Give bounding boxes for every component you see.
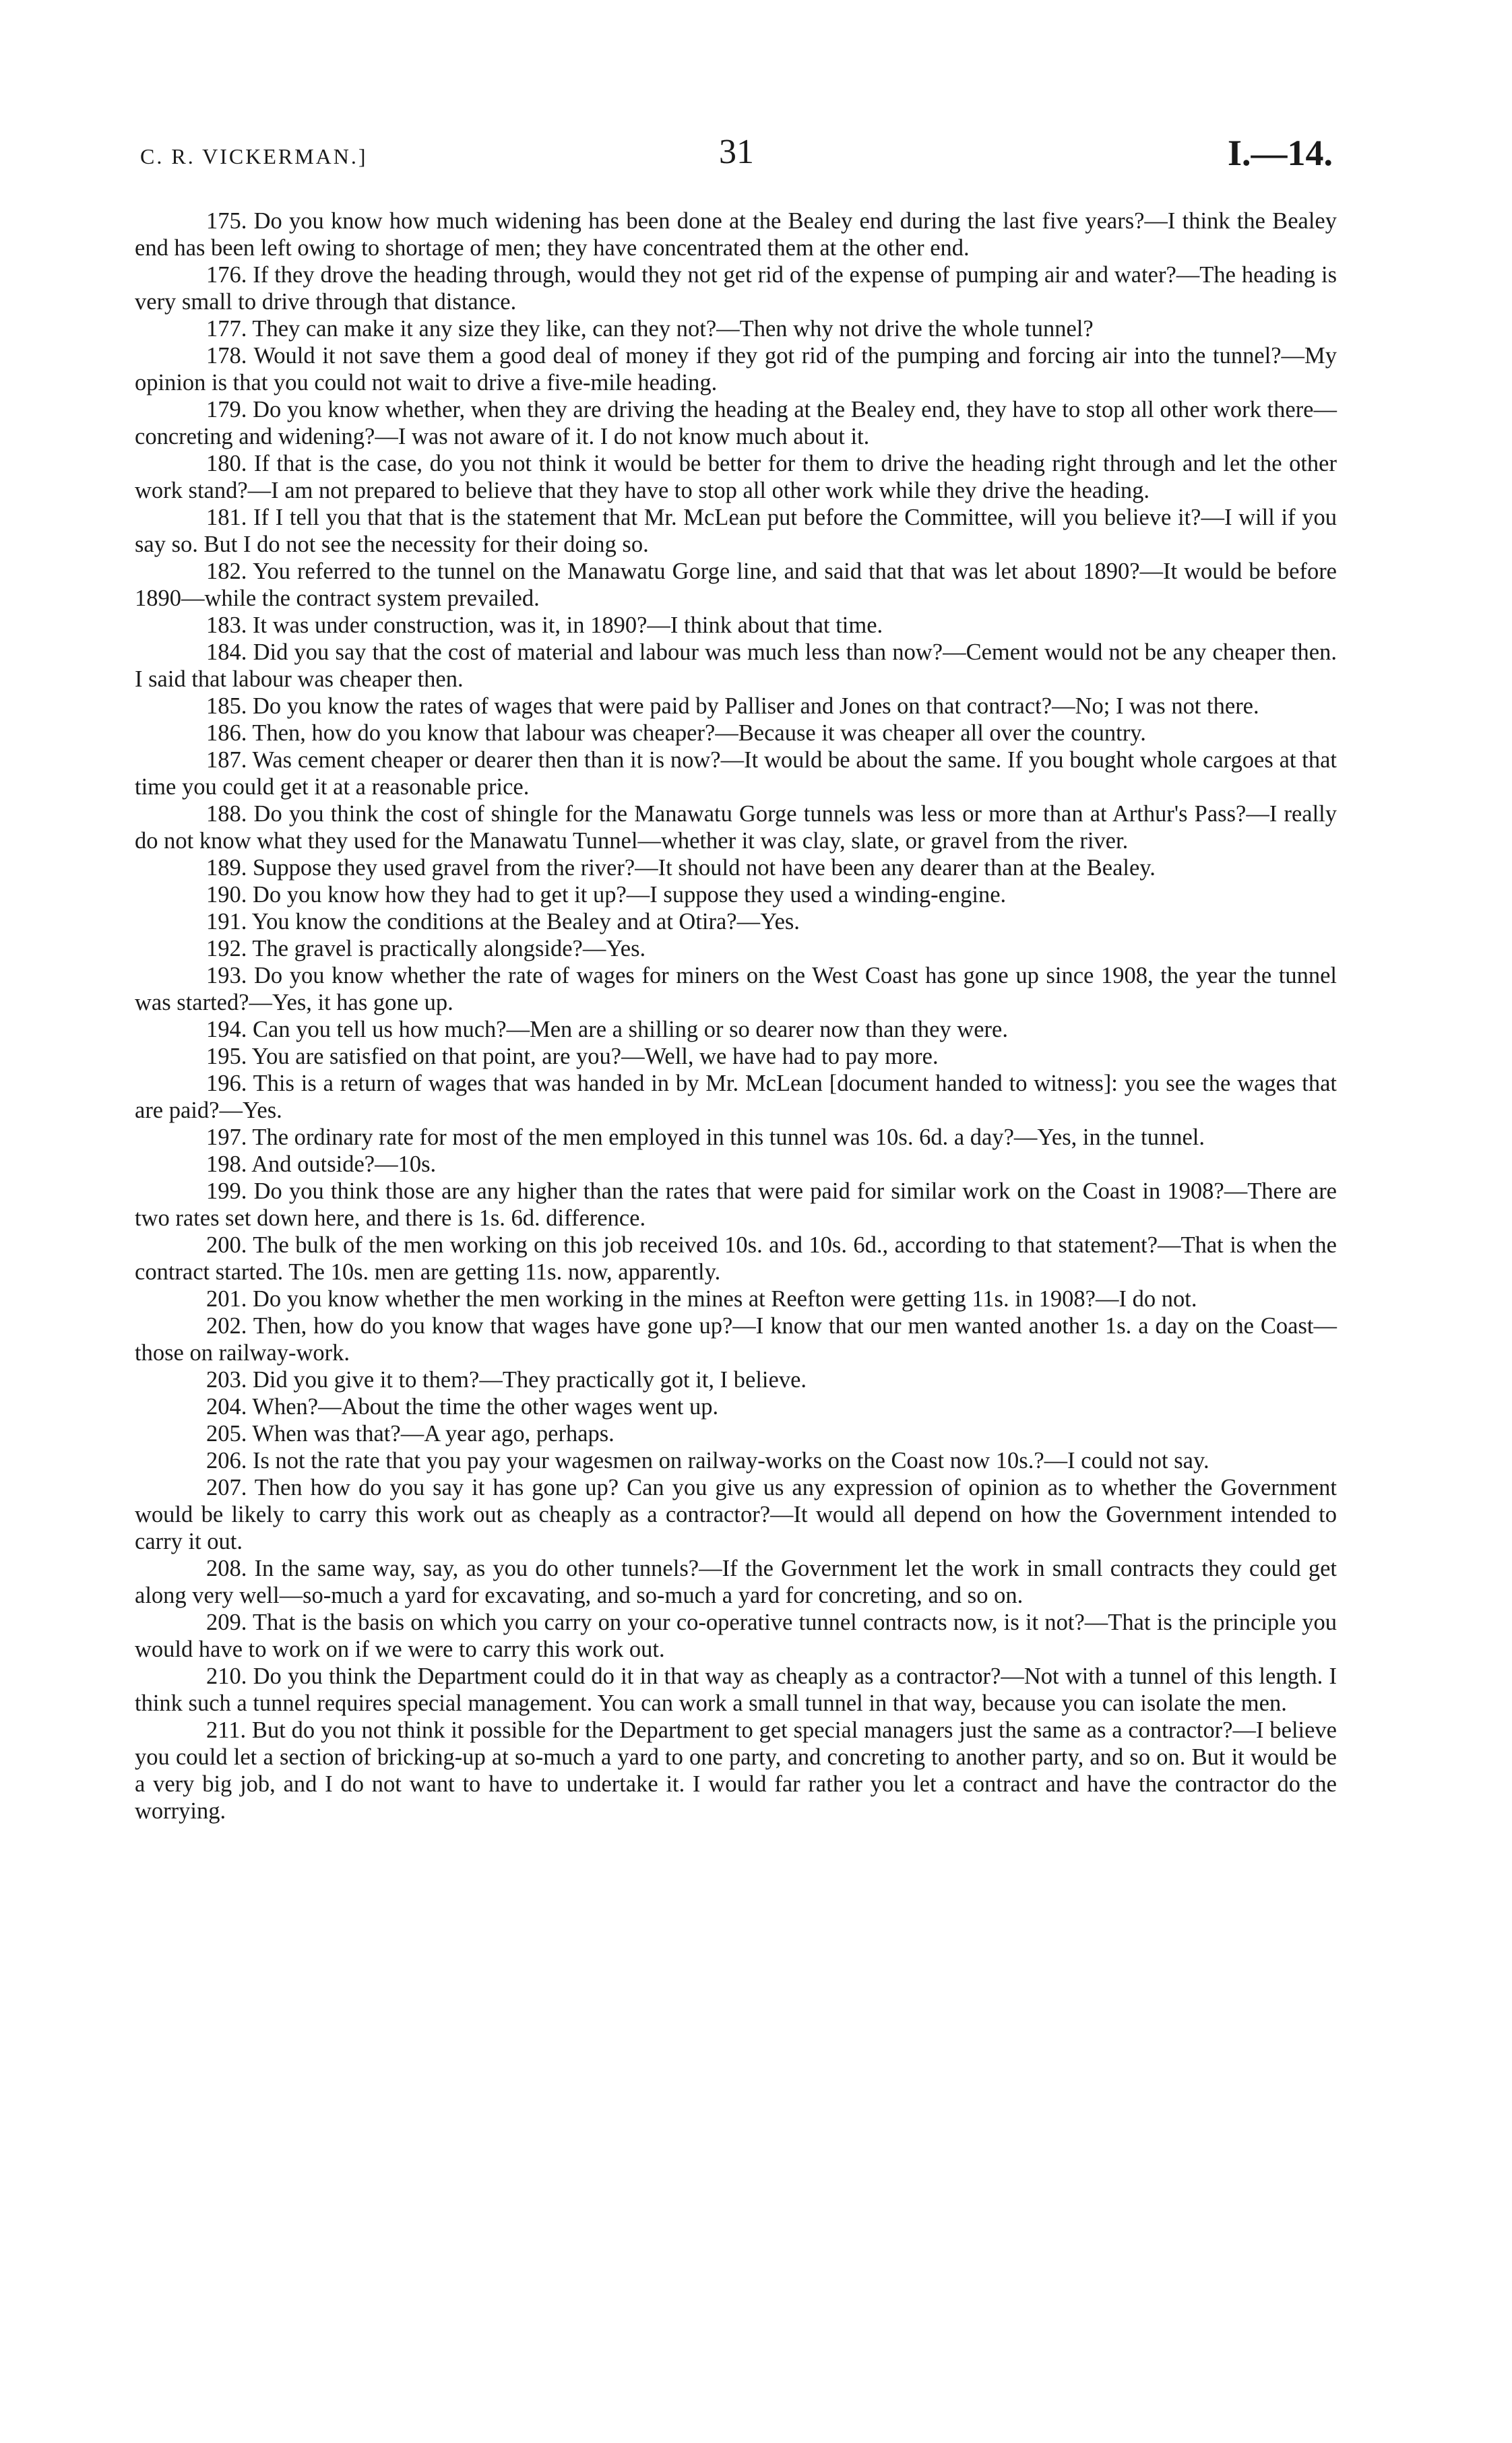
question-181: 181. If I tell you that that is the statement that Mr. McLean put before the Committee, will you believe it?—I will if you say so. But I do not see the necessity for their doing so. <box>135 505 1337 557</box>
page-number: 31 <box>719 133 754 171</box>
question-177: 177. They can make it any size they like, can they not?—Then why not drive the whole tunnel? <box>206 316 1094 342</box>
evidence-text <box>135 208 1337 1825</box>
question-180: 180. If that is the case, do you not think it would be better for them to drive the heading right through and let the other work stand?—I am not prepared to believe that they have to stop all other work while they drive the heading. <box>135 451 1337 503</box>
question-210: 210. Do you think the Department could do it in that way as cheaply as a contractor?—Not with a tunnel of this length. I think such a tunnel requires special management. You can work a small tunnel in that way, because you can isolate the men. <box>135 1663 1337 1716</box>
question-190: 190. Do you know how they had to get it up?—I suppose they used a winding-engine. <box>206 882 1007 908</box>
question-189: 189. Suppose they used gravel from the river?—It should not have been any dearer than at the Bealey. <box>206 855 1156 881</box>
question-184: 184. Did you say that the cost of material and labour was much less than now?—Cement would not be any cheaper then. I said that labour was cheaper then. <box>135 639 1337 692</box>
question-178: 178. Would it not save them a good deal of money if they got rid of the pumping and forcing air into the tunnel?—My opinion is that you could not wait to drive a five-mile heading. <box>135 343 1337 395</box>
question-191: 191. You know the conditions at the Bealey and at Otira?—Yes. <box>206 909 800 934</box>
witness-name: C. R. VICKERMAN.] <box>140 144 368 168</box>
question-207: 207. Then how do you say it has gone up? Can you give us any expression of opinion as to whether the Government would be likely to carry this work out as cheaply as a contractor?—It would all depend on how the Government intended to carry it out. <box>135 1475 1337 1554</box>
page-header <box>140 132 1333 186</box>
question-175: 175. Do you know how much widening has been done at the Bealey end during the last five years?—I think the Bealey end has been left owing to shortage of men; they have concentrated them at the other end. <box>135 208 1337 261</box>
question-182: 182. You referred to the tunnel on the Manawatu Gorge line, and said that that was let about 1890?—It would be before 1890—while the contract system prevailed. <box>135 559 1337 611</box>
question-211: 211. But do you not think it possible for the Department to get special managers just the same as a contractor?—I believe you could let a section of bricking-up at so-much a yard to one party, and concreting to another party, and so on. But it would be a very big job, and I do not want to have to undertake it. I would far rather you let a contract and have the contractor do the worrying. <box>135 1717 1337 1824</box>
question-201: 201. Do you know whether the men working in the mines at Reefton were getting 11s. in 1908?—I do not. <box>206 1286 1197 1312</box>
question-208: 208. In the same way, say, as you do other tunnels?—If the Government let the work in small contracts they could get along very well—so-much a yard for excavating, and so-much a yard for concreting, and so on. <box>135 1556 1337 1608</box>
question-185: 185. Do you know the rates of wages that were paid by Palliser and Jones on that contract?—No; I was not there. <box>206 693 1259 719</box>
question-179: 179. Do you know whether, when they are driving the heading at the Bealey end, they have to stop all other work there—concreting and widening?—I was not aware of it. I do not know much about it. <box>135 397 1337 449</box>
question-183: 183. It was under construction, was it, in 1890?—I think about that time. <box>206 612 883 638</box>
question-205: 205. When was that?—A year ago, perhaps. <box>206 1421 615 1447</box>
question-195: 195. You are satisfied on that point, are you?—Well, we have had to pay more. <box>206 1044 939 1069</box>
question-200: 200. The bulk of the men working on this job received 10s. and 10s. 6d., according to that statement?—That is when the contract started. The 10s. men are getting 11s. now, apparently. <box>135 1232 1337 1285</box>
question-204: 204. When?—About the time the other wages went up. <box>206 1394 719 1420</box>
question-209: 209. That is the basis on which you carry on your co-operative tunnel contracts now, is it not?—That is the principle you would have to work on if we were to carry this work out. <box>135 1610 1337 1662</box>
question-193: 193. Do you know whether the rate of wages for miners on the West Coast has gone up since 1908, the year the tunnel was started?—Yes, it has gone up. <box>135 963 1337 1015</box>
question-198: 198. And outside?—10s. <box>206 1151 437 1177</box>
question-176: 176. If they drove the heading through, would they not get rid of the expense of pumping air and water?—The heading is very small to drive through that distance. <box>135 262 1337 315</box>
question-188: 188. Do you think the cost of shingle for the Manawatu Gorge tunnels was less or more than at Arthur's Pass?—I really do not know what they used for the Manawatu Tunnel—whether it was clay, slate, or gravel from the river. <box>135 801 1337 854</box>
question-187: 187. Was cement cheaper or dearer then than it is now?—It would be about the same. If you bought whole cargoes at that time you could get it at a reasonable price. <box>135 747 1337 800</box>
question-203: 203. Did you give it to them?—They practically got it, I believe. <box>206 1367 807 1393</box>
question-192: 192. The gravel is practically alongside?—Yes. <box>206 936 646 961</box>
question-186: 186. Then, how do you know that labour was cheaper?—Because it was cheaper all over the country. <box>206 720 1146 746</box>
question-197: 197. The ordinary rate for most of the men employed in this tunnel was 10s. 6d. a day?—Yes, in the tunnel. <box>206 1124 1205 1150</box>
question-202: 202. Then, how do you know that wages have gone up?—I know that our men wanted another 1s. a day on the Coast—those on railway-work. <box>135 1313 1337 1366</box>
question-199: 199. Do you think those are any higher than the rates that were paid for similar work on the Coast in 1908?—There are two rates set down here, and there is 1s. 6d. difference. <box>135 1178 1337 1231</box>
question-194: 194. Can you tell us how much?—Men are a shilling or so dearer now than they were. <box>206 1017 1008 1042</box>
question-206: 206. Is not the rate that you pay your wagesmen on railway-works on the Coast now 10s.?—I could not say. <box>206 1448 1209 1473</box>
paper-reference: I.—14. <box>1227 133 1333 173</box>
question-196: 196. This is a return of wages that was handed in by Mr. McLean [document handed to witness]: you see the wages that are paid?—Yes. <box>135 1071 1337 1123</box>
